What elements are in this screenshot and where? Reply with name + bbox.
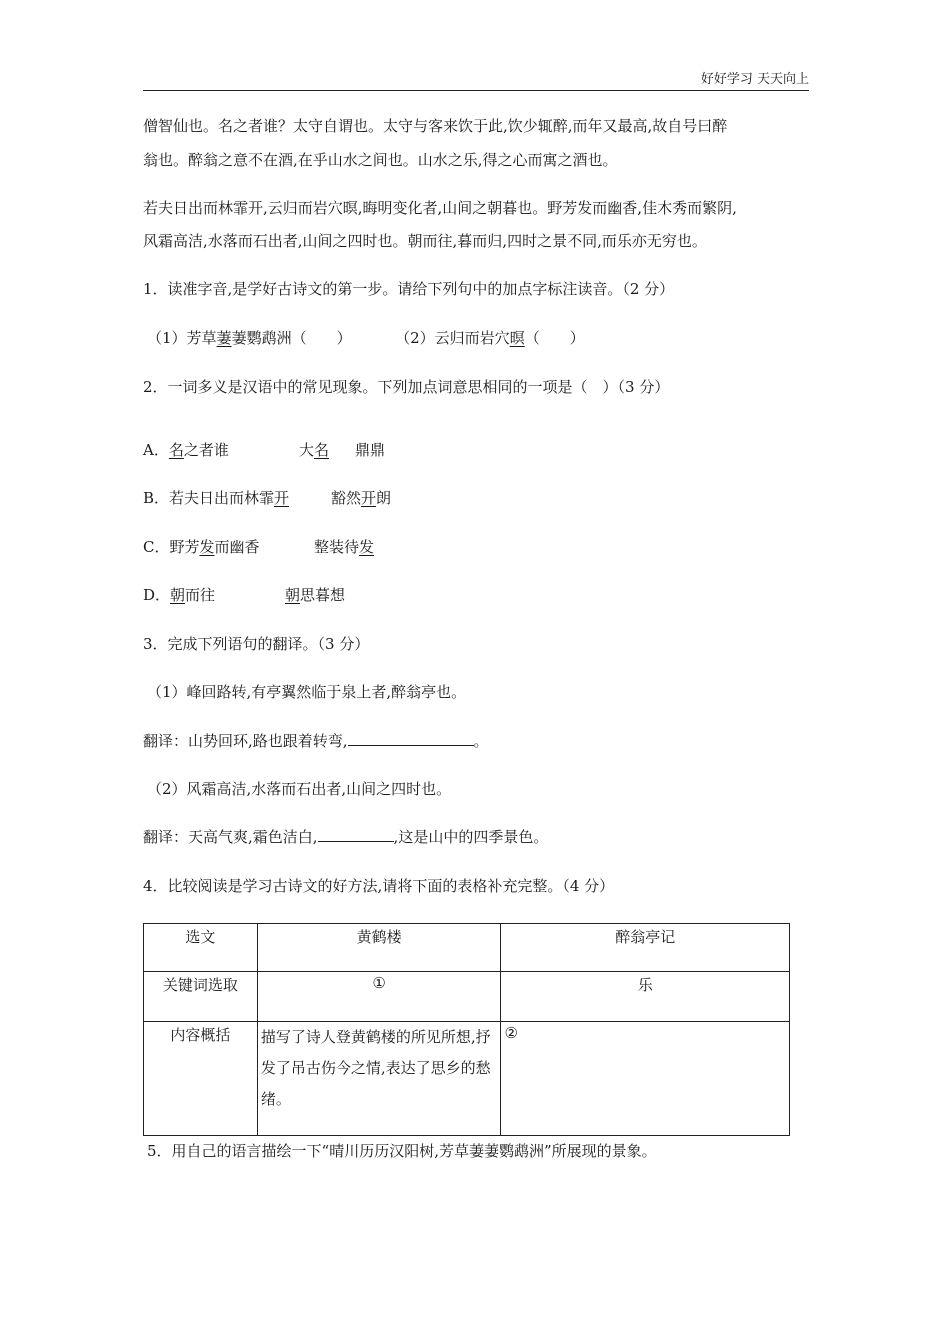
option-d: D．朝而往 朝思暮想 xyxy=(143,586,346,604)
question-4-stem: 4．比较阅读是学习古诗文的好方法,请将下面的表格补充完整。（4 分） xyxy=(143,877,615,895)
question-3-translation-1: 翻译：山势回环,路也跟着转弯, 。 xyxy=(143,732,489,750)
marked-word: 开 xyxy=(274,489,290,507)
table-header-cell: 醉翁亭记 xyxy=(501,924,790,972)
question-3-stem: 3．完成下列语句的翻译。（3 分） xyxy=(143,635,370,653)
table-cell: 内容概括 xyxy=(144,1022,258,1136)
table-cell: 描写了诗人登黄鹤楼的所见所想,抒发了吊古伤今之情,表达了思乡的愁绪。 xyxy=(257,1022,501,1136)
table-cell: 乐 xyxy=(501,972,790,1022)
question-3-sentence-1: （1）峰回路转,有亭翼然临于泉上者,醉翁亭也。 xyxy=(147,683,467,701)
option-c: C．野芳发而幽香 整装待发 xyxy=(143,538,375,556)
question-3-sentence-2: （2）风霜高洁,水落而石出者,山间之四时也。 xyxy=(147,780,452,798)
question-1-stem: 1．读准字音,是学好古诗文的第一步。请给下列句中的加点字标注读音。（2 分） xyxy=(143,280,675,298)
marked-char: 暝 xyxy=(509,329,525,347)
marked-char: 萋 xyxy=(216,329,232,347)
marked-word: 朝 xyxy=(285,586,301,604)
table-row xyxy=(144,1022,790,1136)
answer-blank-2[interactable] xyxy=(318,826,394,842)
marked-word: 发 xyxy=(199,538,215,556)
question-5-stem: 5．用自己的语言描绘一下“晴川历历汉阳树,芳草萋萋鹦鹉洲”所展现的景象。 xyxy=(147,1142,657,1160)
answer-blank-1[interactable] xyxy=(348,730,474,746)
passage-line-2: 翁也。醉翁之意不在酒,在乎山水之间也。山水之乐,得之心而寓之酒也。 xyxy=(143,151,618,169)
header-slogan: 好好学习 天天向上 xyxy=(700,72,809,87)
table-cell: 关键词选取 xyxy=(144,972,258,1022)
passage-line-4: 风霜高洁,水落而石出者,山间之四时也。朝而往,暮而归,四时之景不同,而乐亦无穷也。 xyxy=(143,232,707,250)
marked-word: 名 xyxy=(314,441,330,459)
marked-word: 发 xyxy=(359,538,375,556)
table-header-cell: 黄鹤楼 xyxy=(257,924,501,972)
table-row xyxy=(144,972,790,1022)
option-b: B．若夫日出而林霏开 豁然开朗 xyxy=(143,489,392,507)
question-1-items: （1）芳草萋萋鹦鹉洲（ ） （2）云归而岩穴暝（ ） xyxy=(147,329,585,347)
question-2-stem: 2．一词多义是汉语中的常见现象。下列加点词意思相同的一项是（ ）（3 分） xyxy=(143,378,670,396)
marked-word: 开 xyxy=(361,489,377,507)
comparison-table xyxy=(143,923,790,1136)
marked-word: 朝 xyxy=(170,586,186,604)
table-header-row xyxy=(144,924,790,972)
passage-line-1: 僧智仙也。名之者谁？太守自谓也。太守与客来饮于此,饮少辄醉,而年又最高,故自号曰醉 xyxy=(143,117,728,135)
option-a: A．名之者谁 大名 鼎鼎 xyxy=(143,441,386,459)
table-cell-answer[interactable]: ① xyxy=(257,972,501,1022)
marked-word: 名 xyxy=(168,441,184,459)
table-cell-answer[interactable]: ② xyxy=(501,1022,790,1136)
passage-line-3: 若夫日出而林霏开,云归而岩穴暝,晦明变化者,山间之朝暮也。野芳发而幽香,佳木秀而繁阴, xyxy=(143,199,737,217)
question-3-translation-2: 翻译：天高气爽,霜色洁白, ,这是山中的四季景色。 xyxy=(143,828,549,846)
page-header xyxy=(143,68,809,91)
table-header-cell: 选文 xyxy=(144,924,258,972)
